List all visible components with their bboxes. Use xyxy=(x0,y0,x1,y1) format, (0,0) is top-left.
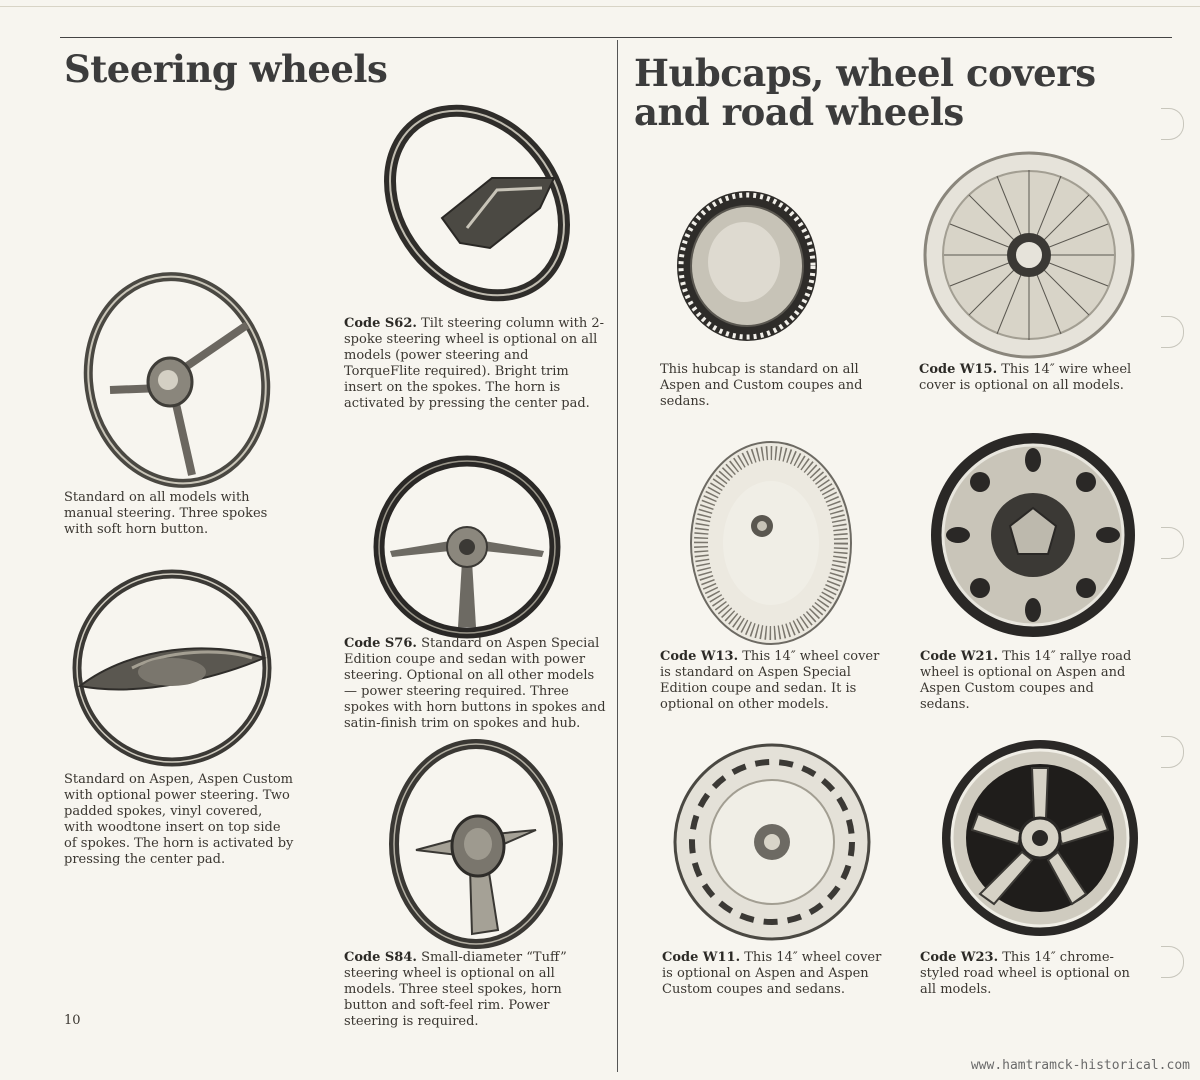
watermark: www.hamtramck-historical.com xyxy=(970,1058,1190,1073)
code-s76: Code S76. xyxy=(344,636,417,651)
steering-wheel-s62-image xyxy=(372,98,582,308)
code-w11: Code W11. xyxy=(662,950,741,965)
text-s76: Standard on Aspen Special Edition coupe and sedan with power steering. Optional on all other models — power steering required. Three spokes with horn buttons in spokes and satin-finish trim on spokes and hub. xyxy=(344,636,606,731)
text-w15: This 14″ wire wheel cover is optional on all models. xyxy=(919,362,1132,393)
wheel-w15-image xyxy=(922,150,1137,360)
top-rule xyxy=(60,37,1172,38)
text-w23: This 14″ chrome-styled road wheel is optional on all models. xyxy=(920,950,1130,997)
text-s62: Tilt steering column with 2-spoke steering wheel is optional on all models (power steering and TorqueFlite required). Bright trim insert on the spokes. The horn is activated by pressing the center pad. xyxy=(344,316,605,411)
text-w13: This 14″ wheel cover is standard on Aspen Special Edition coupe and sedan. It is optional on other models. xyxy=(660,649,880,712)
code-w15: Code W15. xyxy=(919,362,998,377)
wheel-w11-image xyxy=(672,742,872,942)
steering-wheel-s76-image xyxy=(372,455,562,640)
page-number: 10 xyxy=(64,1013,81,1028)
binder-hole xyxy=(1161,736,1184,768)
steering-wheel-manual-image xyxy=(82,270,272,490)
steering-heading: Steering wheels xyxy=(64,47,388,91)
caption-standard-power: Standard on Aspen, Aspen Custom with optional power steering. Two padded spokes, vinyl covered, with woodtone insert on top side of spokes. The horn is activated by pressing the center pad. xyxy=(64,772,294,867)
caption-s62 xyxy=(344,316,606,412)
caption-w13 xyxy=(660,649,886,713)
steering-wheel-s84-image xyxy=(386,738,566,950)
text-s84: Small-diameter “Tuff” steering wheel is optional on all models. Three steel spokes, horn button and soft-feel rim. Power steering is required. xyxy=(344,950,567,1029)
text-w21: This 14″ rallye road wheel is optional on Aspen and Aspen Custom coupes and sedans. xyxy=(920,649,1132,712)
code-w21: Code W21. xyxy=(920,649,999,664)
top-faint-rule xyxy=(0,6,1200,7)
caption-s84 xyxy=(344,950,606,1030)
caption-w15 xyxy=(919,362,1139,394)
wheel-w23-image xyxy=(940,738,1140,938)
binder-hole xyxy=(1161,527,1184,559)
wheels-heading-line2: and road wheels xyxy=(634,90,964,134)
caption-w21 xyxy=(920,649,1146,713)
caption-s76 xyxy=(344,636,606,732)
caption-hubcap: This hubcap is standard on all Aspen and Custom coupes and sedans. xyxy=(660,362,863,409)
text-w11: This 14″ wheel cover is optional on Aspen and Aspen Custom coupes and sedans. xyxy=(662,950,882,997)
page-divider xyxy=(617,40,618,1072)
hubcap-standard-image xyxy=(672,186,822,346)
binder-hole xyxy=(1161,316,1184,348)
binder-hole xyxy=(1161,946,1184,978)
caption-w23 xyxy=(920,950,1146,998)
code-w13: Code W13. xyxy=(660,649,739,664)
wheels-heading-line1: Hubcaps, wheel covers xyxy=(634,51,1096,95)
code-s62: Code S62. xyxy=(344,316,417,331)
steering-wheel-aspen-image xyxy=(72,568,272,768)
binder-hole xyxy=(1161,108,1184,140)
code-s84: Code S84. xyxy=(344,950,417,965)
wheel-w13-image xyxy=(686,438,856,648)
caption-w11 xyxy=(662,950,888,998)
wheel-w21-image xyxy=(928,430,1138,640)
code-w23: Code W23. xyxy=(920,950,999,965)
caption-standard-manual: Standard on all models with manual steering. Three spokes with soft horn button. xyxy=(64,490,268,537)
